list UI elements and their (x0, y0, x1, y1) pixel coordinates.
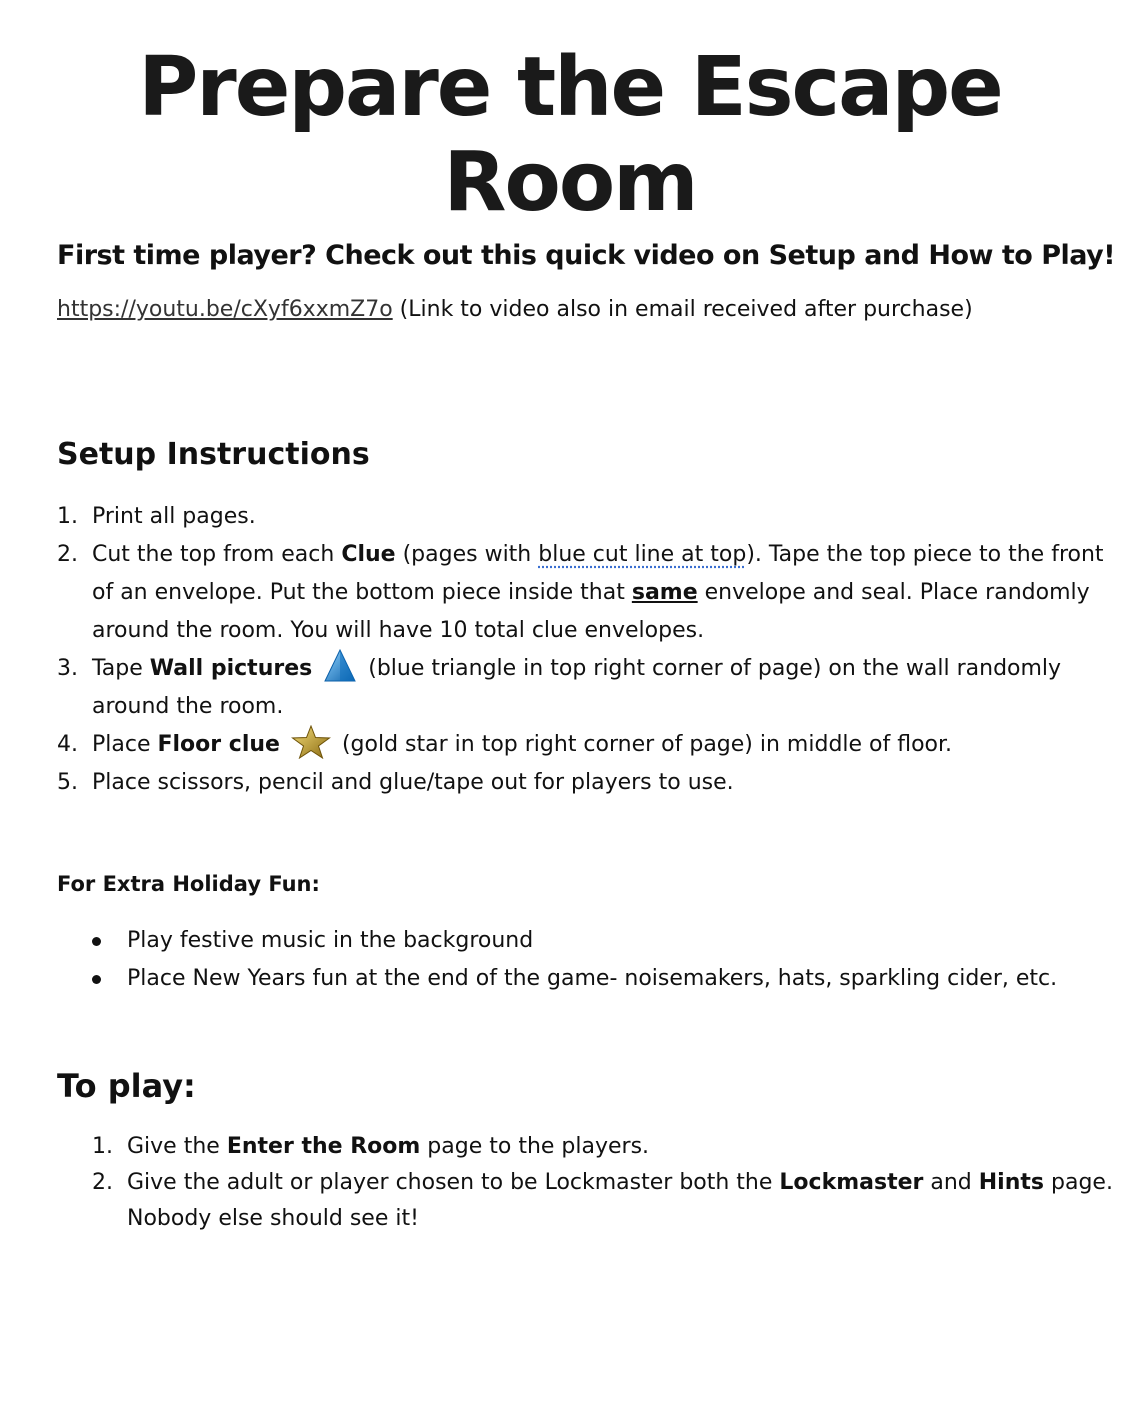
play-item-2 (57, 1165, 1117, 1237)
play-item-1 (57, 1129, 1117, 1165)
setup-item-1 (57, 498, 1117, 536)
extra-fun-heading: For Extra Holiday Fun: (57, 872, 320, 896)
hints-label: Hints (978, 1170, 1044, 1195)
setup-heading: Setup Instructions (57, 437, 370, 472)
page-title: Prepare the Escape Room (138, 40, 1002, 230)
item-number: 2. (92, 1170, 113, 1195)
bullet-text: Place New Years fun at the end of the game- noisemakers, hats, sparkling cider, etc. (127, 966, 1058, 991)
to-play-heading: To play: (57, 1067, 196, 1105)
item-text-post: (blue triangle in top right corner of page) on the wall randomly around the room. (92, 656, 1062, 719)
gold-star-icon (291, 725, 331, 759)
item-text-pre: Tape (92, 656, 150, 681)
item-text-post: (gold star in top right corner of page) in middle of floor. (341, 732, 953, 757)
bullet-icon (92, 975, 101, 984)
video-link-note: (Link to video also in email received after purchase) (392, 297, 973, 322)
extra-fun-list (57, 922, 1117, 998)
item-text-post: page. Nobody else should see it! (127, 1170, 1113, 1231)
item-number: 3. (57, 656, 78, 681)
video-link-line (57, 297, 973, 322)
item-number: 1. (57, 504, 78, 529)
extra-fun-item-1 (57, 922, 1117, 960)
item-text-pre: Give the (127, 1134, 227, 1159)
setup-list (57, 498, 1117, 802)
item-text-mid: (pages with (395, 542, 539, 567)
same-emphasis: same (631, 580, 698, 605)
floor-clue-label: Floor clue (157, 732, 280, 757)
item-number: 2. (57, 542, 78, 567)
item-number: 1. (92, 1134, 113, 1159)
clue-label: Clue (341, 542, 396, 567)
item-text: Place scissors, pencil and glue/tape out for players to use. (92, 770, 734, 795)
enter-room-label: Enter the Room (226, 1134, 421, 1159)
to-play-list (57, 1129, 1117, 1237)
video-link[interactable]: https://youtu.be/cXyf6xxmZ7o (57, 297, 393, 322)
bullet-icon (92, 937, 101, 946)
item-text-post1: ). Tape the top piece to the front of an envelope. Put the bottom piece inside that (92, 542, 1104, 605)
item-text-pre: Cut the top from each (92, 542, 342, 567)
cut-line-phrase: blue cut line at top (538, 542, 747, 567)
item-text-pre: Place (92, 732, 158, 757)
setup-item-3 (57, 650, 1117, 726)
lockmaster-label: Lockmaster (779, 1170, 924, 1195)
item-text: Print all pages. (92, 504, 256, 529)
item-text-mid: and (923, 1170, 979, 1195)
extra-fun-item-2 (57, 960, 1117, 998)
item-text-pre: Give the adult or player chosen to be Lockmaster both the (127, 1170, 780, 1195)
item-number: 5. (57, 770, 78, 795)
setup-item-4 (57, 726, 1117, 764)
item-text-post: page to the players. (420, 1134, 650, 1159)
item-number: 4. (57, 732, 78, 757)
item-text-post2: envelope and seal. Place randomly around the room. You will have 10 total clue envelopes. (92, 580, 1090, 643)
setup-item-5 (57, 764, 1117, 802)
video-heading: First time player? Check out this quick video on Setup and How to Play! (57, 240, 1116, 271)
bullet-text: Play festive music in the background (127, 928, 534, 953)
blue-triangle-icon (323, 649, 357, 683)
wall-pictures-label: Wall pictures (149, 656, 313, 681)
setup-item-2 (57, 536, 1117, 650)
